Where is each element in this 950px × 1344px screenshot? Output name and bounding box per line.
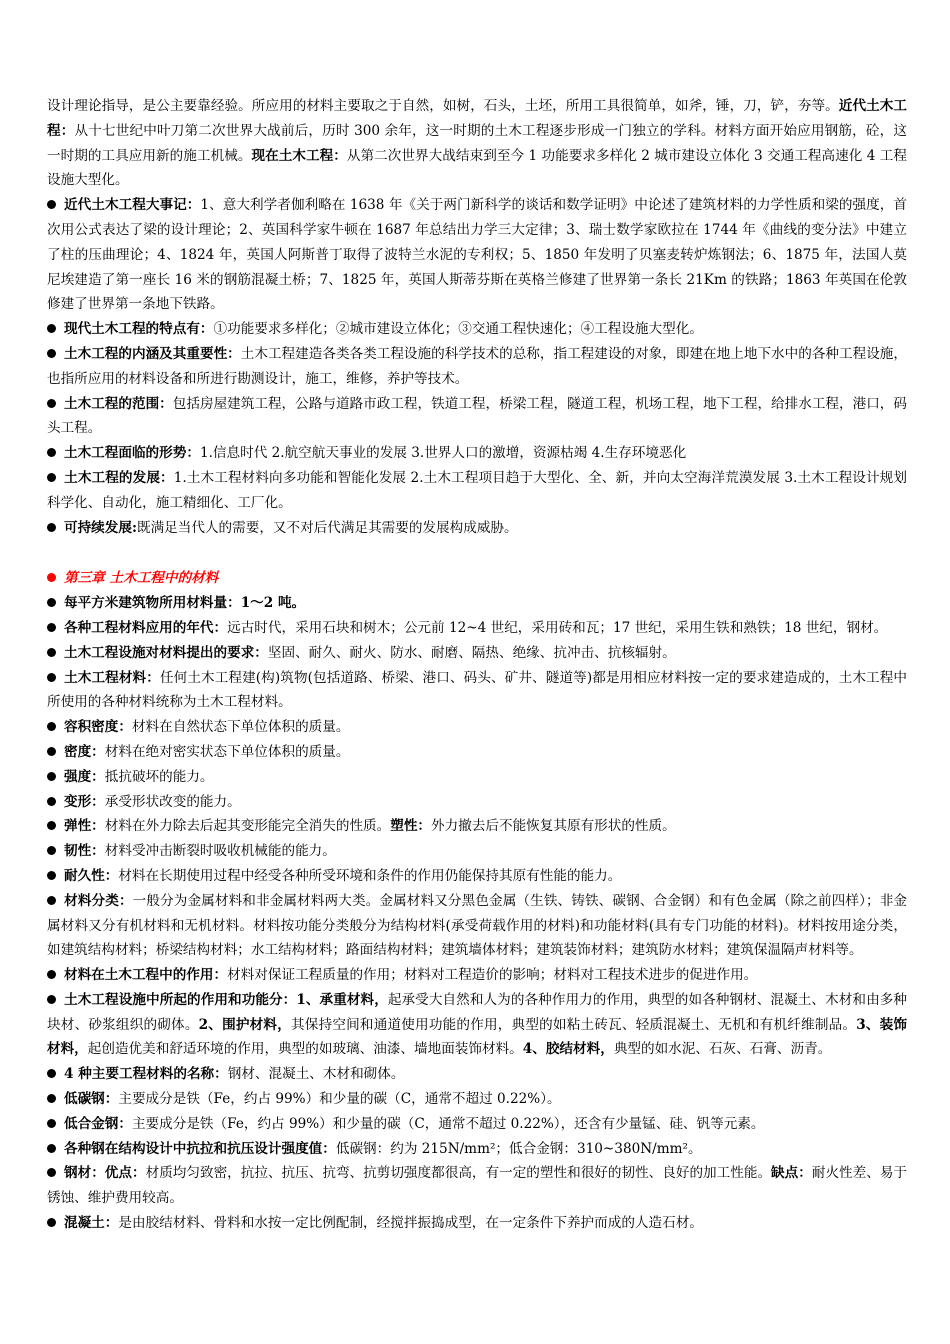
- bullet-icon: [47, 1218, 56, 1227]
- item-text: 材料受冲击断裂时吸收机械能的能力。: [104, 843, 336, 860]
- item-heading: 强度：: [64, 768, 105, 785]
- bullet-icon: [47, 324, 56, 333]
- item-text: 任何土木工程建(构)筑物(包括道路、桥梁、港口、码头、矿井、隧道等)都是用相应材料按一定的要求建造成的，土木工程中所使用的各种材料统称为土木工程材料。: [47, 669, 908, 711]
- item-text: 是由胶结材料、骨料和水按一定比例配制，经搅拌振捣成型，在一定条件下养护而成的人造石材。: [118, 1215, 703, 1232]
- item-heading: 变形：: [64, 793, 105, 810]
- item-text: 远古时代，采用石块和树木；公元前 12~4 世纪，采用砖和瓦；17 世纪，采用生铁和熟铁；18 世纪，钢材。: [227, 619, 888, 636]
- item-text: 材料在绝对密实状态下单位体积的质量。: [104, 743, 350, 760]
- item-heading-2: 塑性：: [390, 818, 432, 835]
- list-item-deformation: [47, 790, 907, 815]
- bullet-icon: [47, 772, 56, 781]
- item-heading: 各种钢在结构设计中抗拉和抗压设计强度值：: [64, 1140, 336, 1157]
- bullet-icon: [47, 623, 56, 632]
- item-text: 1.信息时代 2.航空航天事业的发展 3.世界人口的激增，资源枯竭 4.生存环境恶化: [199, 445, 687, 462]
- list-item-material-amount: [47, 591, 907, 616]
- item-text-2: 外力撤去后不能恢复其原有形状的性质。: [431, 818, 676, 835]
- bullet-icon: [47, 1144, 56, 1153]
- list-item-classification: [47, 889, 907, 963]
- item-text: 抵抗破坏的能力。: [104, 768, 214, 785]
- bullet-icon: [47, 722, 56, 731]
- bullet-icon: [47, 523, 56, 532]
- item-heading: 韧性：: [64, 843, 105, 860]
- item-heading: 各种工程材料应用的年代：: [64, 619, 228, 636]
- item-heading: 混凝土：: [64, 1215, 119, 1232]
- bullet-icon: [47, 797, 56, 806]
- item-text: 1、意大利学者伽利略在 1638 年《关于两门新科学的谈话和数学证明》中论述了建筑材料的力学性质和梁的强度，首次用公式表达了梁的设计理论；2、英国科学家牛顿在 1687 年总结出力学三大定律；3、瑞士数学家欧拉在 1744 年《曲线的变分法》中建立了柱的压曲理论；4、1824 年，英国人阿斯普丁取得了波特兰水泥的专利权；5、1850 年发明了贝塞麦转炉炼钢法；6、1875 年，法国人莫尼埃建造了第一座长 16 米的钢筋混凝土桥；7、1825 年，英国人斯蒂芬斯在英格兰修建了世界第一条长 21Km 的铁路；1863 年英国在伦敦修建了世界第一条地下铁路。: [47, 197, 907, 313]
- item-text-2: 耐火性差、易于锈蚀、维护费用较高。: [47, 1165, 908, 1207]
- intro-paragraph: [47, 94, 907, 193]
- item-text: 土木工程建造各类各类工程设施的科学技术的总称，指工程建设的对象，即建在地上地下水中的各种工程设施，也指所应用的材料设备和所进行勘测设计，施工，维修，养护等技术。: [47, 345, 908, 387]
- list-item-elasticity: [47, 814, 907, 839]
- bullet-icon: [47, 1069, 56, 1078]
- list-item-history: [47, 193, 907, 317]
- item-heading: 密度：: [64, 743, 105, 760]
- item-text: 材料在自然状态下单位体积的质量。: [131, 719, 350, 736]
- item-heading: 土木工程的发展：: [64, 469, 174, 486]
- list-item-design-strength: [47, 1137, 907, 1162]
- item-text: 起承受大自然和人为的各种作用力的作用，典型的如各种钢材、混凝土、木材和由多种块材、砂浆组织的砌体。: [47, 991, 907, 1033]
- item-heading: 容积密度：: [64, 719, 132, 736]
- item-heading: 弹性：: [64, 818, 105, 835]
- intro-text-3: 从第二次世界大战结束到至今 1 功能要求多样化 2 城市建设立体化 3 交通工程高速化 4 工程设施大型化。: [47, 147, 908, 189]
- item-heading: 土木工程材料：: [64, 669, 160, 686]
- item-text: 既满足当代人的需要，又不对后代满足其需要的发展构成威胁。: [137, 519, 518, 536]
- bullet-icon: [47, 349, 56, 358]
- list-item-material-era: [47, 616, 907, 641]
- bullet-icon: [47, 871, 56, 880]
- item-text: 材质均匀致密，抗拉、抗压、抗弯、抗剪切强度都很高，有一定的塑性和很好的韧性、良好的加工性能。: [145, 1165, 772, 1182]
- bullet-icon: [47, 1094, 56, 1103]
- document-page: [47, 94, 907, 1236]
- list-item-bulk-density: [47, 715, 907, 740]
- item-heading-2: 缺点：: [771, 1165, 812, 1182]
- item-text: 主要成分是铁（Fe，约占 99%）和少量的碳（C，通常不超过 0.22%）。: [118, 1091, 561, 1108]
- bullet-icon: [47, 747, 56, 756]
- list-item-development: [47, 466, 907, 516]
- list-item-modern-features: [47, 317, 907, 342]
- list-item-civil-materials: [47, 666, 907, 716]
- list-item-durability: [47, 864, 907, 889]
- list-item-strength: [47, 765, 907, 790]
- list-item-toughness: [47, 839, 907, 864]
- item-heading: 材料在土木工程中的作用：: [64, 967, 228, 984]
- bullet-icon: [47, 598, 56, 607]
- list-item-function-classes: [47, 988, 907, 1062]
- item-heading: 低碳钢：: [64, 1091, 119, 1108]
- bullet-icon: [47, 200, 56, 209]
- bullet-icon: [47, 1119, 56, 1128]
- bullet-icon: [47, 573, 56, 582]
- item-text-3: 起创造优美和舒适环境的作用，典型的如玻璃、油漆、墙地面装饰材料。: [87, 1041, 523, 1058]
- bullet-icon: [47, 648, 56, 657]
- item-text: 材料在长期使用过程中经受各种所受环境和条件的作用仍能保持其原有性能的能力。: [118, 867, 622, 884]
- item-heading: 4 种主要工程材料的名称：: [64, 1066, 228, 1083]
- item-heading: 耐久性：: [64, 867, 119, 884]
- list-item-steel: [47, 1161, 907, 1211]
- item-heading: 土木工程的内涵及其重要性：: [64, 345, 241, 362]
- item-heading: 可持续发展:: [64, 519, 137, 536]
- item-text: 1.土木工程材料向多功能和智能化发展 2.土木工程项目趋于大型化、全、新，并向太空海洋荒漠发展 3.土木工程设计规划科学化、自动化，施工精细化、工厂化。: [47, 469, 907, 511]
- item-text: 坚固、耐久、耐火、防水、耐磨、隔热、绝缘、抗冲击、抗核辐射。: [267, 644, 676, 661]
- item-text: ①功能要求多样化；②城市建设立体化；③交通工程快速化；④工程设施大型化。: [213, 321, 703, 338]
- item-heading: 土木工程设施对材料提出的要求：: [64, 644, 268, 661]
- bullet-icon: [47, 995, 56, 1004]
- bullet-icon: [47, 970, 56, 979]
- list-item-four-materials: [47, 1062, 907, 1087]
- item-heading: 土木工程面临的形势：: [64, 445, 200, 462]
- bullet-icon: [47, 448, 56, 457]
- bullet-icon: [47, 821, 56, 830]
- item-text: 承受形状改变的能力。: [104, 793, 241, 810]
- intro-text-1: 设计理论指导，是公主要靠经验。所应用的材料主要取之于自然，如树，石头，土坯，所用工具很简单，如斧，锤，刀，铲，夯等。: [47, 98, 839, 114]
- list-item-requirements: [47, 641, 907, 666]
- item-heading: 钢材：优点：: [64, 1165, 146, 1182]
- list-item-concrete: [47, 1211, 907, 1236]
- item-text: 低碳钢：约为 215N/mm²；低合金钢：310~380N/mm²。: [335, 1140, 702, 1157]
- item-heading-4: 4、胶结材料，: [522, 1041, 614, 1058]
- list-item-material-role: [47, 963, 907, 988]
- item-heading-3: 3、装饰材料，: [47, 1016, 908, 1058]
- item-text: 材料对保证工程质量的作用；材料对工程造价的影响；材料对工程技术进步的促进作用。: [227, 967, 758, 984]
- item-heading: 土木工程设施中所起的作用和功能分：1、承重材料，: [64, 991, 388, 1008]
- item-heading-2: 2、围护材料，: [198, 1016, 291, 1033]
- item-heading: 每平方米建筑物所用材料量：1～2 吨。: [64, 595, 306, 612]
- bullet-icon: [47, 896, 56, 905]
- item-text-2: 其保持空间和通道使用功能的作用，典型的如粘土砖瓦、轻质混凝土、无机和有机纤维制品。: [291, 1016, 857, 1033]
- list-item-sustainable: [47, 516, 907, 541]
- list-item-scope: [47, 392, 907, 442]
- list-item-situation: [47, 441, 907, 466]
- list-item-density: [47, 740, 907, 765]
- bullet-icon: [47, 473, 56, 482]
- item-heading: 材料分类：: [64, 892, 133, 909]
- chapter-title: 第三章 土木工程中的材料: [64, 570, 219, 587]
- item-heading: 低合金钢：: [64, 1115, 132, 1132]
- item-heading: 土木工程的范围：: [64, 395, 173, 412]
- bullet-icon: [47, 399, 56, 408]
- list-item-low-alloy-steel: [47, 1112, 907, 1137]
- chapter-heading: [47, 566, 907, 591]
- bullet-icon: [47, 1168, 56, 1177]
- item-text: 材料在外力除去后起其变形能完全消失的性质。: [104, 818, 391, 835]
- intro-text-2: 从十七世纪中叶刀第二次世界大战前后，历时 300 余年，这一时期的土木工程逐步形成一门独立的学科。材料方面开始应用钢筋，砼，这一时期的工具应用新的施工机械。: [47, 122, 907, 164]
- item-heading: 近代土木工程大事记：: [64, 197, 201, 214]
- bullet-icon: [47, 846, 56, 855]
- item-text-4: 典型的如水泥、石灰、石膏、沥青。: [613, 1041, 832, 1058]
- intro-bold-2: 现在土木工程：: [251, 147, 347, 164]
- item-text: 一般分为金属材料和非金属材料两大类。金属材料又分黑色金属（生铁、铸铁、碳钢、合金钢）和有色金属（除之前四样）；非金属材料又分有机材料和无机材料。材料按功能分类般分为结构材料(承受荷载作用的材料)和功能材料(具有专门功能的材料)。材料按用途分类，如建筑结构材料；桥梁结构材料；水工结构材料；路面结构材料；建筑墙体材料；建筑装饰材料；建筑防水材料；建筑保温隔声材料等。: [47, 892, 908, 959]
- list-item-connotation: [47, 342, 907, 392]
- item-text: 主要成分是铁（Fe，约占 99%）和少量的碳（C，通常不超过 0.22%），还含有少量锰、硅、钒等元素。: [131, 1115, 765, 1132]
- intro-bold-1: 近代土木工程：: [47, 98, 907, 139]
- item-text: 包括房屋建筑工程，公路与道路市政工程，铁道工程，桥梁工程，隧道工程，机场工程，地下工程，给排水工程，港口，码头工程。: [47, 395, 907, 437]
- bullet-icon: [47, 673, 56, 682]
- item-heading: 现代土木工程的特点有：: [64, 321, 214, 338]
- item-text: 钢材、混凝土、木材和砌体。: [227, 1066, 405, 1083]
- list-item-low-carbon-steel: [47, 1087, 907, 1112]
